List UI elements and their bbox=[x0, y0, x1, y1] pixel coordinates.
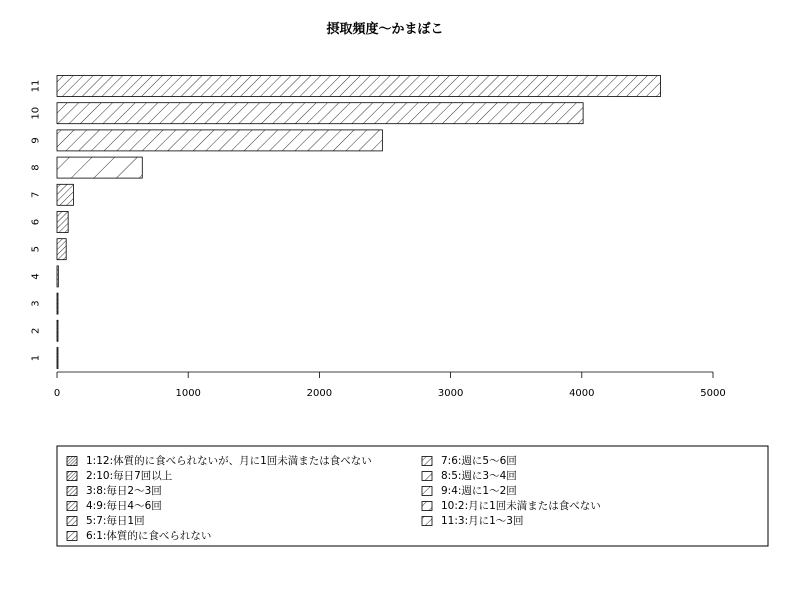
legend-label: 1:12:体質的に食べられないが、月に1回未満または食べない bbox=[86, 455, 372, 467]
legend-label: 7:6:週に5〜6回 bbox=[441, 455, 517, 467]
bar-10 bbox=[57, 103, 583, 124]
legend-key bbox=[422, 517, 432, 526]
bar-8 bbox=[57, 157, 142, 178]
bar-11 bbox=[57, 76, 661, 97]
bar-9 bbox=[57, 130, 382, 151]
legend-key bbox=[422, 457, 432, 466]
x-tick-label: 1000 bbox=[175, 388, 201, 399]
y-tick-label: 3 bbox=[30, 300, 42, 307]
legend-key bbox=[422, 472, 432, 481]
bars bbox=[57, 76, 661, 369]
legend-label: 2:10:毎日7回以上 bbox=[86, 470, 173, 482]
legend-key bbox=[67, 532, 77, 541]
legend bbox=[57, 446, 768, 546]
legend-label: 9:4:週に1〜2回 bbox=[441, 485, 517, 497]
y-tick-label: 5 bbox=[30, 246, 42, 253]
y-tick-label: 9 bbox=[30, 137, 42, 144]
y-tick-label: 1 bbox=[30, 354, 42, 362]
legend-key bbox=[422, 502, 432, 511]
x-tick-label: 5000 bbox=[700, 388, 726, 399]
y-tick-label: 2 bbox=[30, 327, 42, 334]
x-tick-label: 0 bbox=[53, 388, 61, 399]
y-tick-label: 7 bbox=[30, 191, 42, 198]
legend-label: 11:3:月に1〜3回 bbox=[441, 515, 524, 527]
y-tick-label: 6 bbox=[30, 218, 42, 226]
x-tick-label: 2000 bbox=[306, 388, 333, 399]
legend-key bbox=[422, 487, 432, 496]
legend-label: 8:5:週に3〜4回 bbox=[441, 470, 517, 482]
chart-title: 摂取頻度〜かまぼこ bbox=[326, 22, 444, 37]
y-tick-label: 4 bbox=[30, 273, 42, 280]
bar-2 bbox=[57, 320, 58, 341]
legend-key bbox=[67, 487, 77, 496]
y-axis bbox=[31, 80, 42, 362]
bar-4 bbox=[57, 266, 58, 287]
legend-label: 6:1:体質的に食べられない bbox=[86, 530, 212, 542]
bar-3 bbox=[57, 293, 58, 314]
legend-label: 5:7:毎日1回 bbox=[86, 515, 145, 527]
x-tick-label: 3000 bbox=[437, 388, 464, 399]
bar-1 bbox=[57, 348, 58, 369]
legend-key bbox=[67, 502, 77, 511]
legend-key bbox=[67, 457, 77, 466]
y-tick-label: 11 bbox=[30, 79, 42, 93]
y-tick-label: 10 bbox=[30, 106, 42, 120]
x-axis bbox=[54, 372, 726, 399]
y-tick-label: 8 bbox=[30, 164, 42, 171]
legend-label: 10:2:月に1回未満または食べない bbox=[441, 500, 601, 512]
x-tick-label: 4000 bbox=[569, 388, 595, 399]
legend-key bbox=[67, 472, 77, 481]
legend-key bbox=[67, 517, 77, 526]
legend-label: 4:9:毎日4〜6回 bbox=[86, 500, 162, 512]
bar-6 bbox=[57, 212, 68, 233]
bar-7 bbox=[57, 184, 73, 205]
bar-5 bbox=[57, 239, 66, 260]
legend-label: 3:8:毎日2〜3回 bbox=[86, 485, 162, 497]
